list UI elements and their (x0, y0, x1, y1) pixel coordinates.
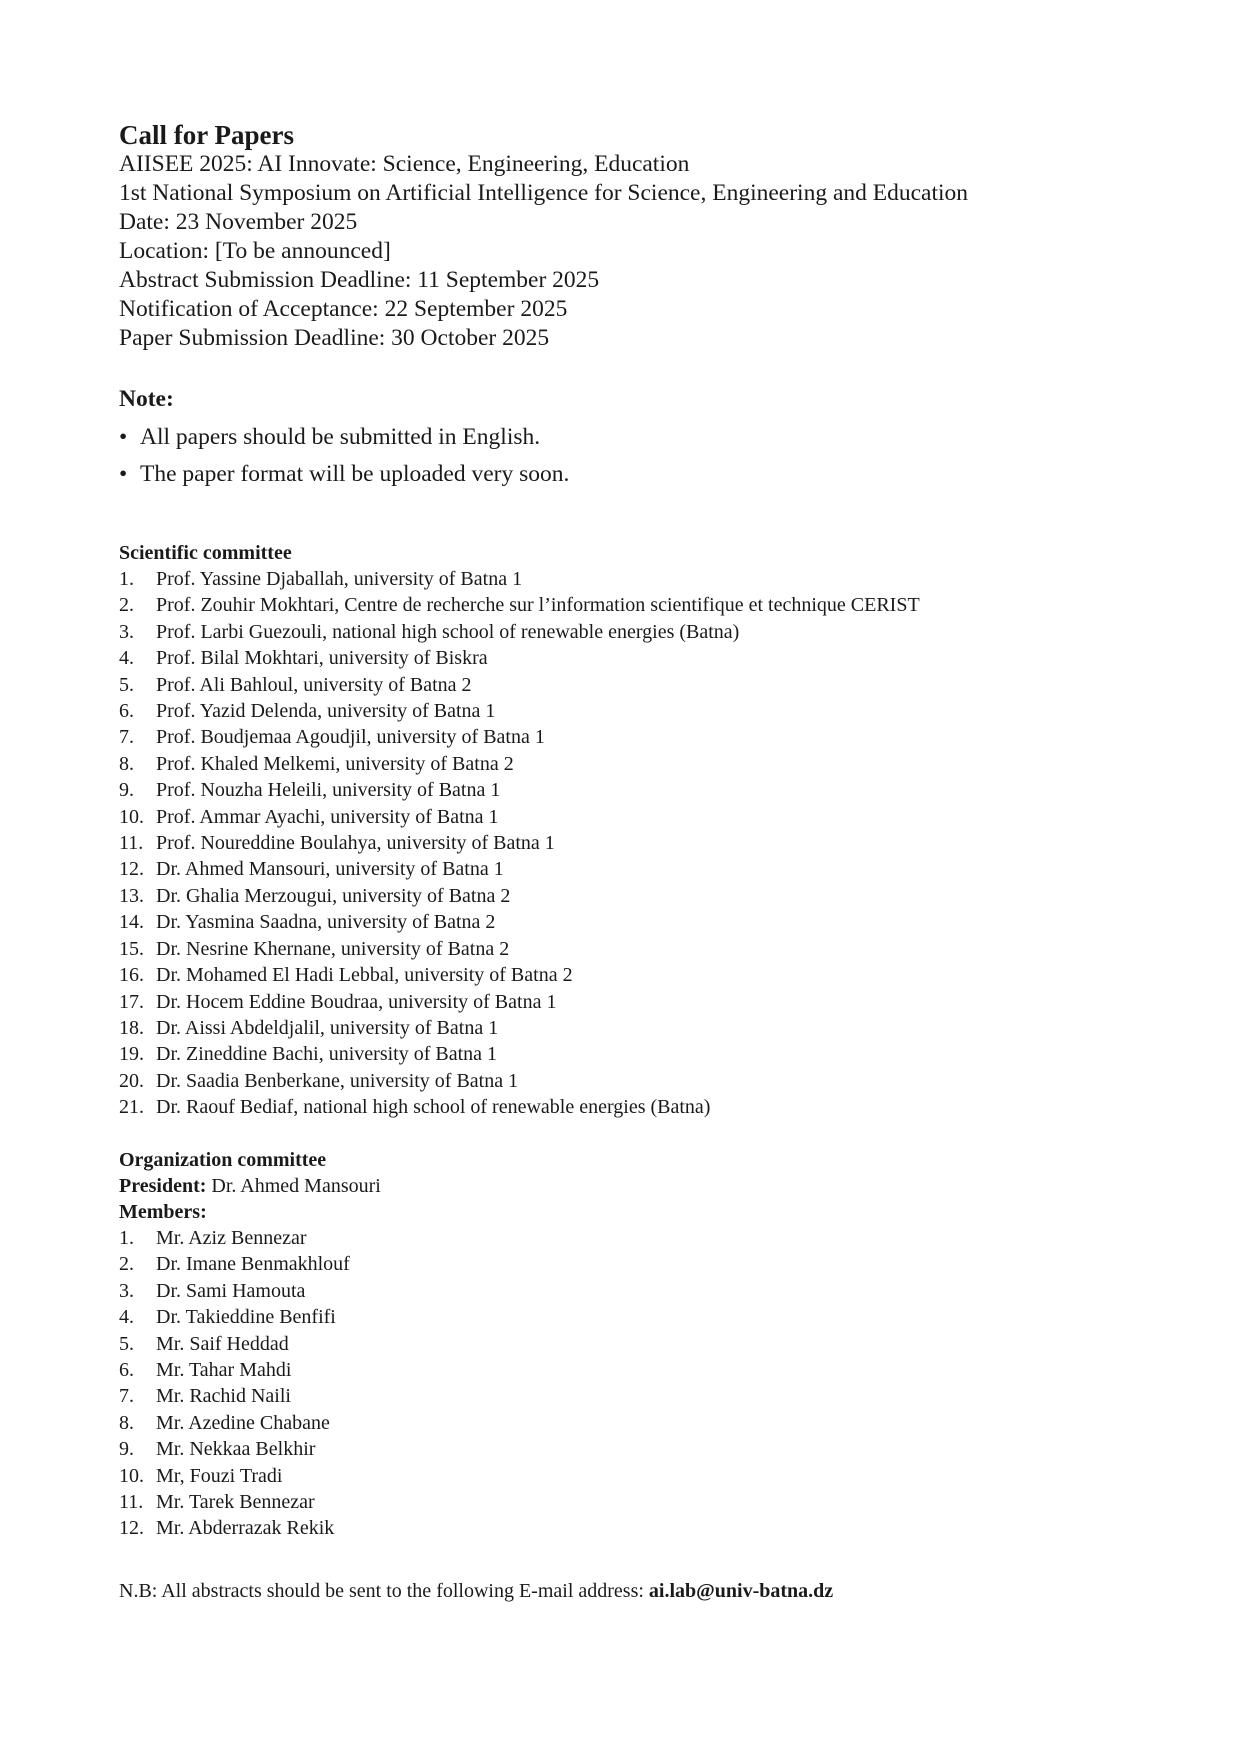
member-entry: Mr. Nekkaa Belkhir (156, 1438, 316, 1461)
notification-date: Notification of Acceptance: 22 September 2025 (119, 296, 568, 322)
item-number: 8. (119, 1411, 134, 1434)
scientific-committee-heading: Scientific committee (119, 542, 292, 564)
item-number: 10. (119, 805, 144, 828)
event-full-title: 1st National Symposium on Artificial Intelligence for Science, Engineering and Education (119, 180, 969, 206)
list-item (119, 724, 920, 750)
note-text: The paper format will be uploaded very soon. (140, 461, 570, 487)
list-item (119, 1015, 920, 1041)
item-number: 9. (119, 1438, 134, 1461)
member-entry: Mr. Saif Heddad (156, 1332, 289, 1355)
member-entry: Prof. Boudjemaa Agoudjil, university of Batna 1 (156, 726, 545, 749)
item-number: 10. (119, 1464, 144, 1487)
list-item (119, 1436, 350, 1462)
bullet-icon: • (119, 424, 128, 450)
item-number: 4. (119, 1306, 134, 1329)
event-info (119, 150, 968, 353)
page-title: Call for Papers (119, 120, 294, 150)
list-item (119, 456, 569, 493)
item-number: 2. (119, 1253, 134, 1276)
member-entry: Mr. Aziz Bennezar (156, 1227, 307, 1249)
list-item (119, 830, 920, 856)
item-number: 20. (119, 1069, 144, 1092)
list-item (119, 1383, 350, 1409)
email-note (119, 1578, 833, 1604)
president-label: President: (119, 1175, 207, 1197)
item-number: 11. (119, 1491, 144, 1514)
note-text: All papers should be submitted in English. (140, 424, 541, 450)
member-entry: Dr. Aissi Abdeldjalil, university of Batna 1 (156, 1016, 499, 1039)
member-entry: Dr. Sami Hamouta (156, 1279, 306, 1302)
list-item (119, 566, 920, 592)
member-entry: Prof. Yassine Djaballah, university of Batna 1 (156, 568, 523, 590)
item-number: 16. (119, 964, 144, 987)
member-entry: Mr. Rachid Naili (156, 1385, 291, 1408)
list-item (119, 1410, 350, 1436)
list-item (119, 1041, 920, 1067)
member-entry: Dr. Mohamed El Hadi Lebbal, university of Batna 2 (156, 964, 573, 987)
list-item (119, 592, 920, 618)
item-number: 6. (119, 1359, 134, 1382)
abstract-deadline: Abstract Submission Deadline: 11 September 2025 (119, 267, 600, 293)
item-number: 7. (119, 1385, 134, 1408)
list-item (119, 1489, 350, 1515)
contact-email: ai.lab@univ-batna.dz (648, 1580, 834, 1602)
list-item (119, 883, 920, 909)
list-item (119, 698, 920, 724)
event-location: Location: [To be announced] (119, 238, 391, 264)
event-date: Date: 23 November 2025 (119, 209, 358, 235)
member-entry: Mr. Azedine Chabane (156, 1411, 330, 1434)
list-item (119, 909, 920, 935)
item-number: 4. (119, 647, 134, 670)
member-entry: Dr. Yasmina Saadna, university of Batna 2 (156, 911, 496, 934)
member-entry: Dr. Zineddine Bachi, university of Batna 1 (156, 1043, 498, 1066)
list-item (119, 777, 920, 803)
list-item (119, 989, 920, 1015)
item-number: 15. (119, 937, 144, 960)
list-item (119, 804, 920, 830)
member-entry: Dr. Ghalia Merzougui, university of Batna 2 (156, 884, 511, 907)
member-entry: Prof. Nouzha Heleili, university of Batna 1 (156, 779, 501, 802)
list-item (119, 962, 920, 988)
item-number: 11. (119, 832, 144, 855)
item-number: 7. (119, 726, 134, 749)
member-entry: Prof. Ammar Ayachi, university of Batna 1 (156, 805, 499, 828)
member-entry: Prof. Larbi Guezouli, national high school of renewable energies (Batna) (156, 620, 740, 643)
paper-deadline: Paper Submission Deadline: 30 October 2025 (119, 325, 550, 351)
list-item (119, 1357, 350, 1383)
note-heading: Note: (119, 386, 174, 412)
item-number: 13. (119, 884, 144, 907)
member-entry: Dr. Nesrine Khernane, university of Batna 2 (156, 937, 510, 960)
email-note-text: N.B: All abstracts should be sent to the following E-mail address: (119, 1580, 649, 1602)
item-number: 19. (119, 1043, 144, 1066)
member-entry: Prof. Zouhir Mokhtari, Centre de recherche sur l’information scientifique et technique CERIST (156, 594, 920, 617)
note-list (119, 419, 569, 493)
item-number: 1. (119, 1227, 134, 1249)
item-number: 14. (119, 911, 144, 934)
item-number: 5. (119, 673, 134, 696)
list-item (119, 672, 920, 698)
item-number: 18. (119, 1016, 144, 1039)
list-item (119, 751, 920, 777)
item-number: 2. (119, 594, 134, 617)
member-entry: Prof. Bilal Mokhtari, university of Biskra (156, 647, 488, 670)
member-entry: Mr. Tahar Mahdi (156, 1359, 292, 1382)
member-entry: Prof. Ali Bahloul, university of Batna 2 (156, 673, 472, 696)
list-item (119, 1094, 920, 1120)
event-name: AIISEE 2025: AI Innovate: Science, Engineering, Education (119, 151, 690, 177)
member-entry: Dr. Hocem Eddine Boudraa, university of Batna 1 (156, 990, 557, 1013)
item-number: 12. (119, 858, 144, 881)
member-entry: Dr. Takieddine Benfifi (156, 1306, 336, 1329)
item-number: 5. (119, 1332, 134, 1355)
bullet-icon: • (119, 461, 128, 487)
member-entry: Dr. Saadia Benberkane, university of Batna 1 (156, 1069, 519, 1092)
list-item (119, 1463, 350, 1489)
organization-committee-heading: Organization committee (119, 1149, 327, 1171)
item-number: 6. (119, 700, 134, 723)
list-item (119, 619, 920, 645)
member-entry: Prof. Yazid Delenda, university of Batna 1 (156, 700, 496, 723)
item-number: 3. (119, 620, 134, 643)
list-item (119, 1515, 350, 1541)
item-number: 17. (119, 990, 144, 1013)
list-item (119, 1068, 920, 1094)
item-number: 9. (119, 779, 134, 802)
item-number: 1. (119, 568, 134, 590)
list-item (119, 1331, 350, 1357)
member-entry: Dr. Ahmed Mansouri, university of Batna 1 (156, 858, 504, 881)
member-entry: Dr. Raouf Bediaf, national high school of renewable energies (Batna) (156, 1096, 711, 1119)
list-item (119, 1304, 350, 1330)
member-entry: Mr, Fouzi Tradi (156, 1464, 283, 1487)
president-name: Dr. Ahmed Mansouri (206, 1175, 381, 1197)
member-entry: Mr. Tarek Bennezar (156, 1491, 315, 1514)
organization-members-list (119, 1225, 350, 1542)
member-entry: Mr. Abderrazak Rekik (156, 1517, 335, 1540)
item-number: 8. (119, 752, 134, 775)
member-entry: Dr. Imane Benmakhlouf (156, 1253, 350, 1276)
list-item (119, 1225, 350, 1251)
item-number: 12. (119, 1517, 144, 1540)
item-number: 3. (119, 1279, 134, 1302)
list-item (119, 856, 920, 882)
scientific-committee-list (119, 566, 920, 1121)
member-entry: Prof. Noureddine Boulahya, university of Batna 1 (156, 832, 555, 855)
member-entry: Prof. Khaled Melkemi, university of Batna 2 (156, 752, 514, 775)
list-item (119, 419, 569, 456)
item-number: 21. (119, 1096, 144, 1119)
list-item (119, 1278, 350, 1304)
president-line (119, 1173, 381, 1199)
list-item (119, 1251, 350, 1277)
members-label: Members: (119, 1201, 207, 1223)
list-item (119, 936, 920, 962)
list-item (119, 645, 920, 671)
